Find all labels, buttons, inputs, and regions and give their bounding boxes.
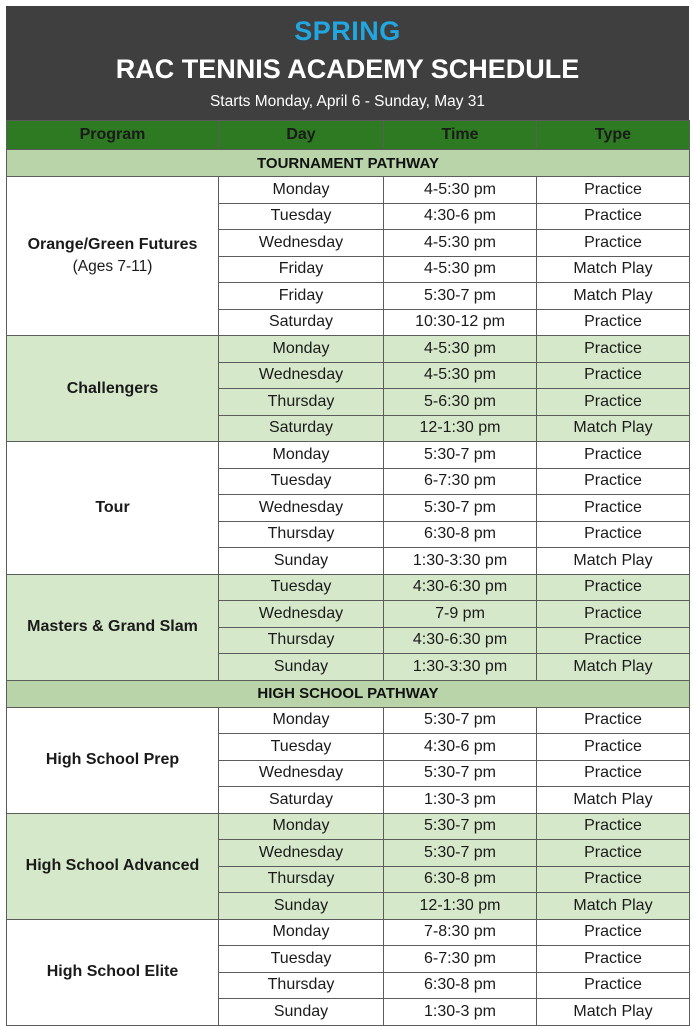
session-day: Monday bbox=[219, 919, 384, 946]
session-day: Tuesday bbox=[219, 468, 384, 495]
column-header-day: Day bbox=[219, 121, 384, 150]
session-time: 1:30-3 pm bbox=[384, 787, 537, 814]
session-time: 4-5:30 pm bbox=[384, 362, 537, 389]
session-day: Tuesday bbox=[219, 574, 384, 601]
session-type: Practice bbox=[537, 203, 690, 230]
session-type: Match Play bbox=[537, 548, 690, 575]
session-day: Saturday bbox=[219, 309, 384, 336]
session-day: Sunday bbox=[219, 999, 384, 1026]
session-time: 6:30-8 pm bbox=[384, 866, 537, 893]
session-type: Practice bbox=[537, 866, 690, 893]
session-time: 7-8:30 pm bbox=[384, 919, 537, 946]
session-type: Practice bbox=[537, 230, 690, 257]
session-day: Sunday bbox=[219, 654, 384, 681]
table-row bbox=[7, 707, 690, 734]
program-name: Challengers bbox=[66, 379, 159, 397]
table-row bbox=[7, 813, 690, 840]
schedule-body bbox=[7, 150, 690, 1026]
session-type: Practice bbox=[537, 734, 690, 761]
session-type: Practice bbox=[537, 574, 690, 601]
session-time: 1:30-3 pm bbox=[384, 999, 537, 1026]
session-time: 4:30-6:30 pm bbox=[384, 627, 537, 654]
session-day: Friday bbox=[219, 256, 384, 283]
session-type: Practice bbox=[537, 468, 690, 495]
session-time: 5:30-7 pm bbox=[384, 813, 537, 840]
program-name-cell bbox=[7, 919, 219, 1025]
program-name-cell bbox=[7, 336, 219, 442]
session-time: 7-9 pm bbox=[384, 601, 537, 628]
program-name: Orange/Green Futures bbox=[27, 236, 198, 253]
program-name-cell bbox=[7, 442, 219, 575]
program-name: High School Advanced bbox=[25, 857, 200, 874]
session-type: Practice bbox=[537, 362, 690, 389]
session-day: Tuesday bbox=[219, 203, 384, 230]
session-time: 12-1:30 pm bbox=[384, 893, 537, 920]
session-time: 5:30-7 pm bbox=[384, 760, 537, 787]
session-time: 5-6:30 pm bbox=[384, 389, 537, 416]
section-header-row bbox=[7, 680, 690, 707]
session-day: Monday bbox=[219, 707, 384, 734]
session-type: Practice bbox=[537, 813, 690, 840]
season-label: SPRING bbox=[294, 16, 401, 46]
session-time: 4:30-6:30 pm bbox=[384, 574, 537, 601]
session-time: 1:30-3:30 pm bbox=[384, 654, 537, 681]
session-time: 5:30-7 pm bbox=[384, 840, 537, 867]
session-day: Thursday bbox=[219, 521, 384, 548]
program-name: High School Prep bbox=[45, 751, 180, 768]
session-type: Match Play bbox=[537, 893, 690, 920]
session-type: Match Play bbox=[537, 654, 690, 681]
session-type: Match Play bbox=[537, 787, 690, 814]
session-time: 6-7:30 pm bbox=[384, 468, 537, 495]
session-day: Monday bbox=[219, 813, 384, 840]
program-name-cell bbox=[7, 574, 219, 680]
session-day: Sunday bbox=[219, 548, 384, 575]
session-time: 4:30-6 pm bbox=[384, 203, 537, 230]
session-type: Practice bbox=[537, 946, 690, 973]
session-time: 5:30-7 pm bbox=[384, 442, 537, 469]
session-type: Practice bbox=[537, 442, 690, 469]
session-time: 1:30-3:30 pm bbox=[384, 548, 537, 575]
program-name: Masters & Grand Slam bbox=[27, 618, 198, 635]
section-header-row bbox=[7, 150, 690, 177]
session-type: Match Play bbox=[537, 415, 690, 442]
session-time: 6-7:30 pm bbox=[384, 946, 537, 973]
column-header-time: Time bbox=[384, 121, 537, 150]
session-day: Monday bbox=[219, 177, 384, 204]
session-time: 4-5:30 pm bbox=[384, 336, 537, 363]
session-time: 5:30-7 pm bbox=[384, 283, 537, 310]
session-type: Practice bbox=[537, 840, 690, 867]
column-header-type: Type bbox=[537, 121, 690, 150]
session-time: 6:30-8 pm bbox=[384, 972, 537, 999]
session-day: Wednesday bbox=[219, 840, 384, 867]
session-day: Wednesday bbox=[219, 760, 384, 787]
table-row bbox=[7, 442, 690, 469]
session-type: Practice bbox=[537, 707, 690, 734]
program-name-cell bbox=[7, 813, 219, 919]
session-type: Practice bbox=[537, 495, 690, 522]
program-name-cell bbox=[7, 707, 219, 813]
session-day: Saturday bbox=[219, 787, 384, 814]
program-name: High School Elite bbox=[46, 963, 179, 980]
session-day: Sunday bbox=[219, 893, 384, 920]
session-day: Saturday bbox=[219, 415, 384, 442]
session-time: 12-1:30 pm bbox=[384, 415, 537, 442]
schedule-header bbox=[6, 6, 689, 120]
program-name: Tour bbox=[95, 498, 130, 516]
session-type: Practice bbox=[537, 972, 690, 999]
session-time: 4-5:30 pm bbox=[384, 256, 537, 283]
session-day: Thursday bbox=[219, 972, 384, 999]
session-type: Practice bbox=[537, 521, 690, 548]
column-header-program: Program bbox=[7, 121, 219, 150]
session-type: Practice bbox=[537, 309, 690, 336]
table-row bbox=[7, 919, 690, 946]
session-type: Practice bbox=[537, 760, 690, 787]
session-day: Monday bbox=[219, 442, 384, 469]
session-type: Practice bbox=[537, 389, 690, 416]
table-row bbox=[7, 574, 690, 601]
session-type: Practice bbox=[537, 919, 690, 946]
session-type: Match Play bbox=[537, 256, 690, 283]
session-day: Thursday bbox=[219, 627, 384, 654]
session-day: Monday bbox=[219, 336, 384, 363]
session-day: Tuesday bbox=[219, 946, 384, 973]
section-title: HIGH SCHOOL PATHWAY bbox=[7, 680, 690, 707]
section-title: TOURNAMENT PATHWAY bbox=[7, 150, 690, 177]
session-day: Wednesday bbox=[219, 495, 384, 522]
schedule-title: RAC TENNIS ACADEMY SCHEDULE bbox=[115, 54, 580, 84]
table-row bbox=[7, 177, 690, 204]
column-header-row bbox=[7, 121, 690, 150]
session-type: Practice bbox=[537, 336, 690, 363]
session-day: Tuesday bbox=[219, 734, 384, 761]
program-name-cell bbox=[7, 177, 219, 336]
session-day: Wednesday bbox=[219, 362, 384, 389]
session-time: 5:30-7 pm bbox=[384, 707, 537, 734]
session-day: Thursday bbox=[219, 389, 384, 416]
table-row bbox=[7, 336, 690, 363]
session-time: 4-5:30 pm bbox=[384, 177, 537, 204]
session-time: 10:30-12 pm bbox=[384, 309, 537, 336]
date-range: Starts Monday, April 6 - Sunday, May 31 bbox=[209, 93, 486, 110]
session-type: Practice bbox=[537, 177, 690, 204]
session-time: 5:30-7 pm bbox=[384, 495, 537, 522]
session-time: 6:30-8 pm bbox=[384, 521, 537, 548]
program-age-range: (Ages 7-11) bbox=[72, 258, 153, 275]
session-time: 4:30-6 pm bbox=[384, 734, 537, 761]
session-time: 4-5:30 pm bbox=[384, 230, 537, 257]
session-type: Practice bbox=[537, 601, 690, 628]
session-type: Practice bbox=[537, 627, 690, 654]
session-day: Friday bbox=[219, 283, 384, 310]
session-day: Thursday bbox=[219, 866, 384, 893]
session-day: Wednesday bbox=[219, 601, 384, 628]
schedule-table bbox=[6, 120, 690, 1026]
session-type: Match Play bbox=[537, 999, 690, 1026]
session-type: Match Play bbox=[537, 283, 690, 310]
session-day: Wednesday bbox=[219, 230, 384, 257]
